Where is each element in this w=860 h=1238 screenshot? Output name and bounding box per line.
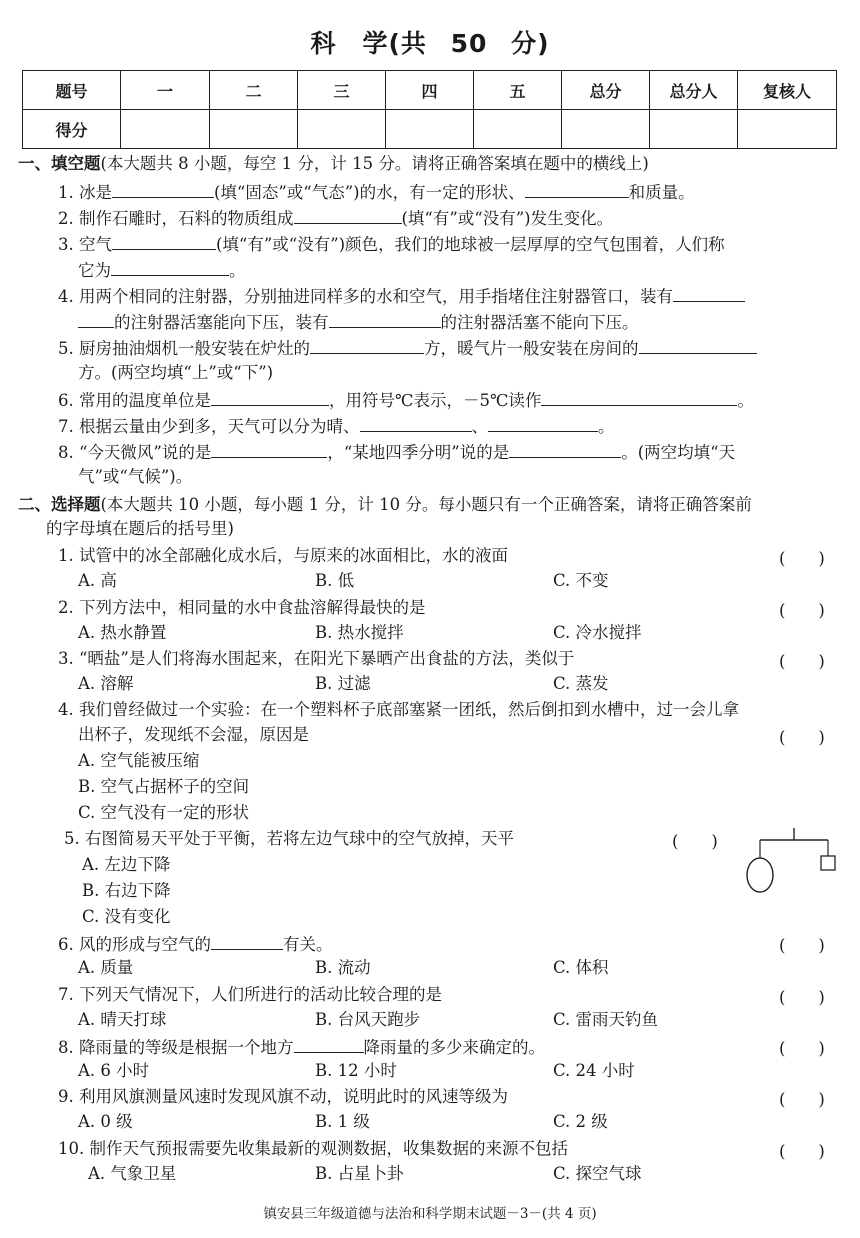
score-cell[interactable]	[121, 110, 210, 149]
header-cell: 一	[121, 71, 210, 110]
section1-header	[18, 153, 848, 175]
answer-blank[interactable]	[211, 932, 283, 950]
q-text: 。	[737, 391, 754, 410]
answer-blank[interactable]	[541, 388, 737, 406]
choice-q3-stem: 3. “晒盐”是人们将海水围起来，在阳光下暴晒产出食盐的方法，类似于	[58, 649, 575, 668]
header-cell: 五	[474, 71, 562, 110]
option-b: B. 热水搅拌	[315, 623, 404, 642]
fill-q3-cont	[78, 258, 860, 282]
q-text: (填“有”或“没有”)发生变化。	[401, 209, 614, 228]
fill-q6	[58, 388, 848, 412]
choice-q5-stem: 5. 右图简易天平处于平衡，若将左边气球中的空气放掉，天平	[64, 829, 514, 848]
section2-instruction-cont: 的字母填在题后的括号里)	[46, 519, 234, 538]
option-b: B. 空气占据杯子的空间	[78, 777, 250, 796]
answer-blank[interactable]	[509, 440, 621, 458]
q-text: (填“固态”或“气态”)的水，有一定的形状、	[214, 183, 525, 202]
option-c: C. 不变	[553, 571, 609, 590]
option-c: C. 冷水搅拌	[553, 623, 642, 642]
choice-q6-stem	[58, 932, 848, 956]
answer-blank[interactable]	[639, 336, 757, 354]
q-text: 。(两空均填“天	[621, 443, 736, 462]
fill-q3	[58, 232, 848, 256]
q-text: 2. 制作石雕时，石料的物质组成	[58, 209, 294, 228]
answer-blank[interactable]	[211, 440, 327, 458]
q-text: 和质量。	[628, 183, 695, 202]
answer-parens[interactable]: ( )	[779, 988, 825, 1007]
choice-q2-stem: 2. 下列方法中，相同量的水中食盐溶解得最快的是	[58, 598, 426, 617]
score-cell[interactable]	[474, 110, 562, 149]
option-c: C. 雷雨天钓鱼	[553, 1010, 659, 1029]
choice-q4-stem: 4. 我们曾经做过一个实验：在一个塑料杯子底部塞紧一团纸，然后倒扣到水槽中，过一会儿拿	[58, 700, 739, 719]
header-cell: 总分人	[650, 71, 738, 110]
q-text: 它为	[78, 261, 111, 280]
option-c: C. 没有变化	[82, 907, 171, 926]
answer-blank[interactable]	[360, 414, 472, 432]
answer-blank[interactable]	[294, 206, 402, 224]
q-text: ，用符号℃表示，－5℃读作	[329, 391, 542, 410]
answer-blank[interactable]	[112, 180, 214, 198]
fill-q1	[58, 180, 848, 204]
answer-parens[interactable]: ( )	[779, 728, 825, 747]
q-text: 1. 冰是	[58, 183, 112, 202]
answer-parens[interactable]: ( )	[672, 832, 718, 851]
option-a: A. 空气能被压缩	[78, 751, 200, 770]
fill-q5	[58, 336, 848, 360]
q-text: 。	[229, 261, 246, 280]
answer-blank[interactable]	[211, 388, 329, 406]
q-text: 、	[471, 417, 488, 436]
answer-parens[interactable]: ( )	[779, 652, 825, 671]
section1-heading: 一、填空题	[18, 154, 101, 173]
choice-q9-stem: 9. 利用风旗测量风速时发现风旗不动，说明此时的风速等级为	[58, 1087, 508, 1106]
q-text: (填“有”或“没有”)颜色，我们的地球被一层厚厚的空气包围着，人们称	[216, 235, 725, 254]
answer-blank[interactable]	[78, 310, 114, 328]
fill-q2	[58, 206, 848, 230]
score-cell[interactable]	[738, 110, 837, 149]
choice-q4-stem-cont: 出杯子，发现纸不会湿，原因是	[78, 725, 309, 744]
option-a: A. 0 级	[78, 1112, 133, 1131]
q-text: 8. 降雨量的等级是根据一个地方	[58, 1038, 294, 1057]
q-text: 3. 空气	[58, 235, 112, 254]
option-a: A. 质量	[78, 958, 134, 977]
answer-blank[interactable]	[111, 258, 229, 276]
option-b: B. 12 小时	[315, 1061, 397, 1080]
option-c: C. 探空气球	[553, 1164, 642, 1183]
answer-blank[interactable]	[112, 232, 216, 250]
option-a: A. 6 小时	[78, 1061, 150, 1080]
section2-header	[18, 494, 848, 516]
fill-q4	[58, 284, 848, 308]
q-text: 方。(两空均填“上”或“下”)	[78, 363, 274, 382]
choice-q1-stem: 1. 试管中的冰全部融化成水后，与原来的冰面相比，水的液面	[58, 546, 508, 565]
score-table-score-row	[23, 110, 837, 149]
answer-parens[interactable]: ( )	[779, 936, 825, 955]
fill-q8-cont	[78, 466, 860, 488]
answer-parens[interactable]: ( )	[779, 601, 825, 620]
q-text: 降雨量的多少来确定的。	[363, 1038, 545, 1057]
option-c: C. 体积	[553, 958, 609, 977]
option-b: B. 台风天跑步	[315, 1010, 421, 1029]
q-text: 7. 根据云量由少到多，天气可以分为晴、	[58, 417, 360, 436]
header-cell: 复核人	[738, 71, 837, 110]
option-b: B. 低	[315, 571, 355, 590]
answer-parens[interactable]: ( )	[779, 549, 825, 568]
answer-blank[interactable]	[525, 180, 629, 198]
score-table	[22, 70, 837, 149]
q-text: 有关。	[283, 935, 333, 954]
header-cell: 三	[298, 71, 386, 110]
header-cell: 二	[210, 71, 298, 110]
page-title: 科 学(共 50 分)	[310, 29, 550, 58]
fill-q7	[58, 414, 848, 438]
section1-instruction: (本大题共 8 小题，每空 1 分，计 15 分。请将正确答案填在题中的横线上)	[100, 154, 649, 173]
fill-q5-cont	[78, 362, 860, 384]
option-b: B. 占星卜卦	[315, 1164, 404, 1183]
q-text: 方，暖气片一般安装在房间的	[424, 339, 639, 358]
answer-blank[interactable]	[329, 310, 441, 328]
q-text: 的注射器活塞能向下压，装有	[114, 313, 329, 332]
option-c: C. 蒸发	[553, 674, 609, 693]
answer-parens[interactable]: ( )	[779, 1090, 825, 1109]
option-a: A. 气象卫星	[88, 1164, 177, 1183]
fill-q4-cont	[78, 310, 860, 334]
answer-blank[interactable]	[294, 1035, 364, 1053]
q-text: 4. 用两个相同的注射器，分别抽进同样多的水和空气，用手指堵住注射器管口，装有	[58, 287, 673, 306]
option-c: C. 24 小时	[553, 1061, 635, 1080]
score-cell[interactable]	[210, 110, 298, 149]
header-cell: 四	[386, 71, 474, 110]
answer-blank[interactable]	[673, 284, 745, 302]
option-c: C. 空气没有一定的形状	[78, 803, 250, 822]
score-table-header-row	[23, 71, 837, 110]
balance-scale-figure	[742, 826, 838, 894]
header-cell: 总分	[562, 71, 650, 110]
option-b: B. 1 级	[315, 1112, 370, 1131]
answer-parens[interactable]: ( )	[779, 1039, 825, 1058]
option-b: B. 右边下降	[82, 881, 171, 900]
q-text: 5. 厨房抽油烟机一般安装在炉灶的	[58, 339, 310, 358]
score-row-label: 得分	[23, 110, 121, 149]
fill-q8	[58, 440, 848, 464]
header-cell: 题号	[23, 71, 121, 110]
answer-parens[interactable]: ( )	[779, 1142, 825, 1161]
q-text: 的注射器活塞不能向下压。	[440, 313, 639, 332]
q-text: ，“某地四季分明”说的是	[327, 443, 510, 462]
choice-q7-stem: 7. 下列天气情况下，人们所进行的活动比较合理的是	[58, 985, 442, 1004]
section2-instruction: (本大题共 10 小题，每小题 1 分，计 10 分。每小题只有一个正确答案，请将正确答案前	[100, 495, 752, 514]
score-cell[interactable]	[562, 110, 650, 149]
choice-q10-stem: 10. 制作天气预报需要先收集最新的观测数据，收集数据的来源不包括	[58, 1139, 568, 1158]
option-b: B. 流动	[315, 958, 371, 977]
score-cell[interactable]	[650, 110, 738, 149]
choice-q8-stem	[58, 1035, 848, 1059]
q-text: 6. 常用的温度单位是	[58, 391, 211, 410]
q-text: 6. 风的形成与空气的	[58, 935, 211, 954]
option-c: C. 2 级	[553, 1112, 608, 1131]
option-b: B. 过滤	[315, 674, 371, 693]
q-text: 气”或“气候”)。	[78, 467, 193, 486]
option-a: A. 高	[78, 571, 117, 590]
answer-blank[interactable]	[310, 336, 424, 354]
option-a: A. 左边下降	[82, 855, 171, 874]
q-text: 8. “今天微风”说的是	[58, 443, 212, 462]
score-cell[interactable]	[386, 110, 474, 149]
score-cell[interactable]	[298, 110, 386, 149]
q-text: 。	[598, 417, 615, 436]
option-a: A. 热水静置	[78, 623, 167, 642]
option-a: A. 溶解	[78, 674, 134, 693]
section2-heading: 二、选择题	[18, 495, 101, 514]
page-footer: 镇安县三年级道德与法治和科学期末试题－3－(共 4 页)	[263, 1206, 597, 1222]
option-a: A. 晴天打球	[78, 1010, 167, 1029]
answer-blank[interactable]	[488, 414, 598, 432]
